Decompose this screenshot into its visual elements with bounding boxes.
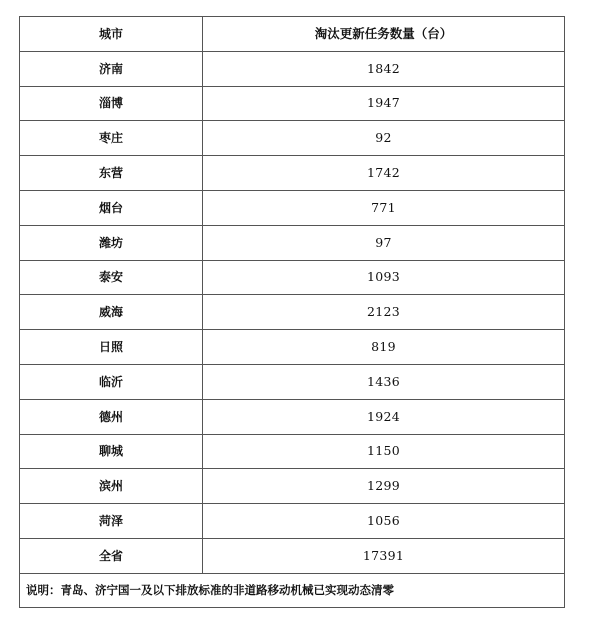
value-cell: 97 [203, 225, 565, 260]
city-cell: 德州 [20, 399, 203, 434]
city-cell: 潍坊 [20, 225, 203, 260]
table-row [20, 469, 565, 504]
value-cell: 1056 [203, 504, 565, 539]
city-cell: 泰安 [20, 260, 203, 295]
city-cell: 临沂 [20, 364, 203, 399]
city-cell: 东营 [20, 156, 203, 191]
value-cell: 819 [203, 330, 565, 365]
table-row [20, 330, 565, 365]
city-cell: 淄博 [20, 86, 203, 121]
city-cell: 济南 [20, 51, 203, 86]
city-cell: 全省 [20, 538, 203, 573]
value-cell: 1299 [203, 469, 565, 504]
table-row [20, 364, 565, 399]
city-cell: 聊城 [20, 434, 203, 469]
value-cell: 1436 [203, 364, 565, 399]
table-row [20, 156, 565, 191]
city-cell: 滨州 [20, 469, 203, 504]
table-row [20, 190, 565, 225]
city-cell: 烟台 [20, 190, 203, 225]
table-row [20, 86, 565, 121]
task-table [19, 16, 565, 608]
table-body [20, 17, 565, 574]
value-cell: 17391 [203, 538, 565, 573]
table-row [20, 295, 565, 330]
table-row [20, 225, 565, 260]
city-cell: 菏泽 [20, 504, 203, 539]
table-row [20, 260, 565, 295]
table-row [20, 51, 565, 86]
value-cell: 1947 [203, 86, 565, 121]
header-city: 城市 [20, 17, 203, 52]
table-header-row [20, 17, 565, 52]
header-value: 淘汰更新任务数量（台） [203, 17, 565, 52]
table-row [20, 121, 565, 156]
value-cell: 1742 [203, 156, 565, 191]
table-row [20, 538, 565, 573]
value-cell: 1150 [203, 434, 565, 469]
city-cell: 枣庄 [20, 121, 203, 156]
city-cell: 威海 [20, 295, 203, 330]
value-cell: 1924 [203, 399, 565, 434]
table-note: 说明：青岛、济宁国一及以下排放标准的非道路移动机械已实现动态清零 [20, 573, 565, 607]
value-cell: 2123 [203, 295, 565, 330]
table-row [20, 504, 565, 539]
value-cell: 92 [203, 121, 565, 156]
table-row [20, 434, 565, 469]
value-cell: 1093 [203, 260, 565, 295]
value-cell: 1842 [203, 51, 565, 86]
value-cell: 771 [203, 190, 565, 225]
note-row [20, 573, 565, 607]
city-cell: 日照 [20, 330, 203, 365]
table-row [20, 399, 565, 434]
